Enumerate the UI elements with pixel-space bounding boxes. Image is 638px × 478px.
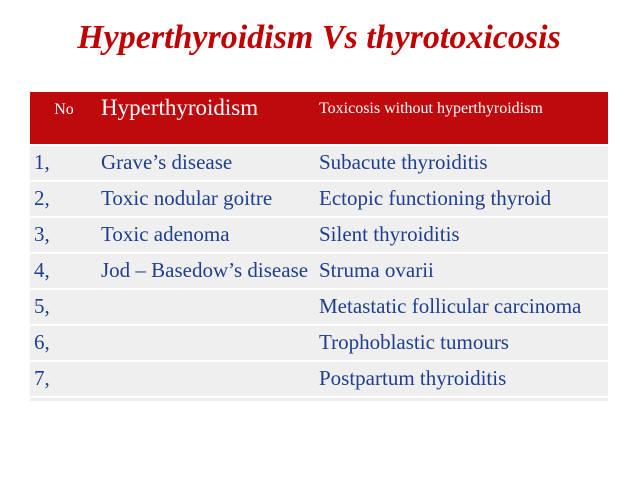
table-row <box>30 254 608 288</box>
row-number: 6, <box>30 326 98 360</box>
toxicosis-cause: Silent thyroiditis <box>316 218 608 252</box>
table-row <box>30 218 608 252</box>
toxicosis-cause: Trophoblastic tumours <box>316 326 608 360</box>
toxicosis-cause-empty <box>316 398 608 401</box>
table-row <box>30 362 608 396</box>
row-number: 7, <box>30 362 98 396</box>
row-number-empty <box>30 398 98 401</box>
row-number: 4, <box>30 254 98 288</box>
header-no: No <box>30 92 98 144</box>
table-header-row <box>30 92 608 144</box>
hyperthyroidism-cause <box>98 290 316 324</box>
toxicosis-cause: Postpartum thyroiditis <box>316 362 608 396</box>
row-number: 5, <box>30 290 98 324</box>
slide-title: Hyperthyroidism Vs thyrotoxicosis <box>77 19 561 56</box>
toxicosis-cause: Struma ovarii <box>316 254 608 288</box>
hyperthyroidism-cause: Grave’s disease <box>98 146 316 180</box>
row-number: 2, <box>30 182 98 216</box>
toxicosis-cause: Ectopic functioning thyroid <box>316 182 608 216</box>
toxicosis-cause: Metastatic follicular carcinoma <box>316 290 608 324</box>
table-row <box>30 326 608 360</box>
row-number: 1, <box>30 146 98 180</box>
table-row <box>30 290 608 324</box>
toxicosis-cause: Subacute thyroiditis <box>316 146 608 180</box>
hyperthyroidism-cause: Toxic adenoma <box>98 218 316 252</box>
hyperthyroidism-cause <box>98 326 316 360</box>
hyperthyroidism-cause <box>98 362 316 396</box>
row-number: 3, <box>30 218 98 252</box>
table-row-cutoff <box>30 398 608 401</box>
header-hyperthyroidism: Hyperthyroidism <box>98 92 316 144</box>
hyperthyroidism-cause-empty <box>98 398 316 401</box>
header-toxicosis-without-hyperthyroidism: Toxicosis without hyperthyroidism <box>316 92 608 144</box>
table-row <box>30 146 608 180</box>
comparison-table <box>30 90 608 403</box>
hyperthyroidism-cause: Jod – Basedow’s disease <box>98 254 316 288</box>
table-row <box>30 182 608 216</box>
hyperthyroidism-cause: Toxic nodular goitre <box>98 182 316 216</box>
